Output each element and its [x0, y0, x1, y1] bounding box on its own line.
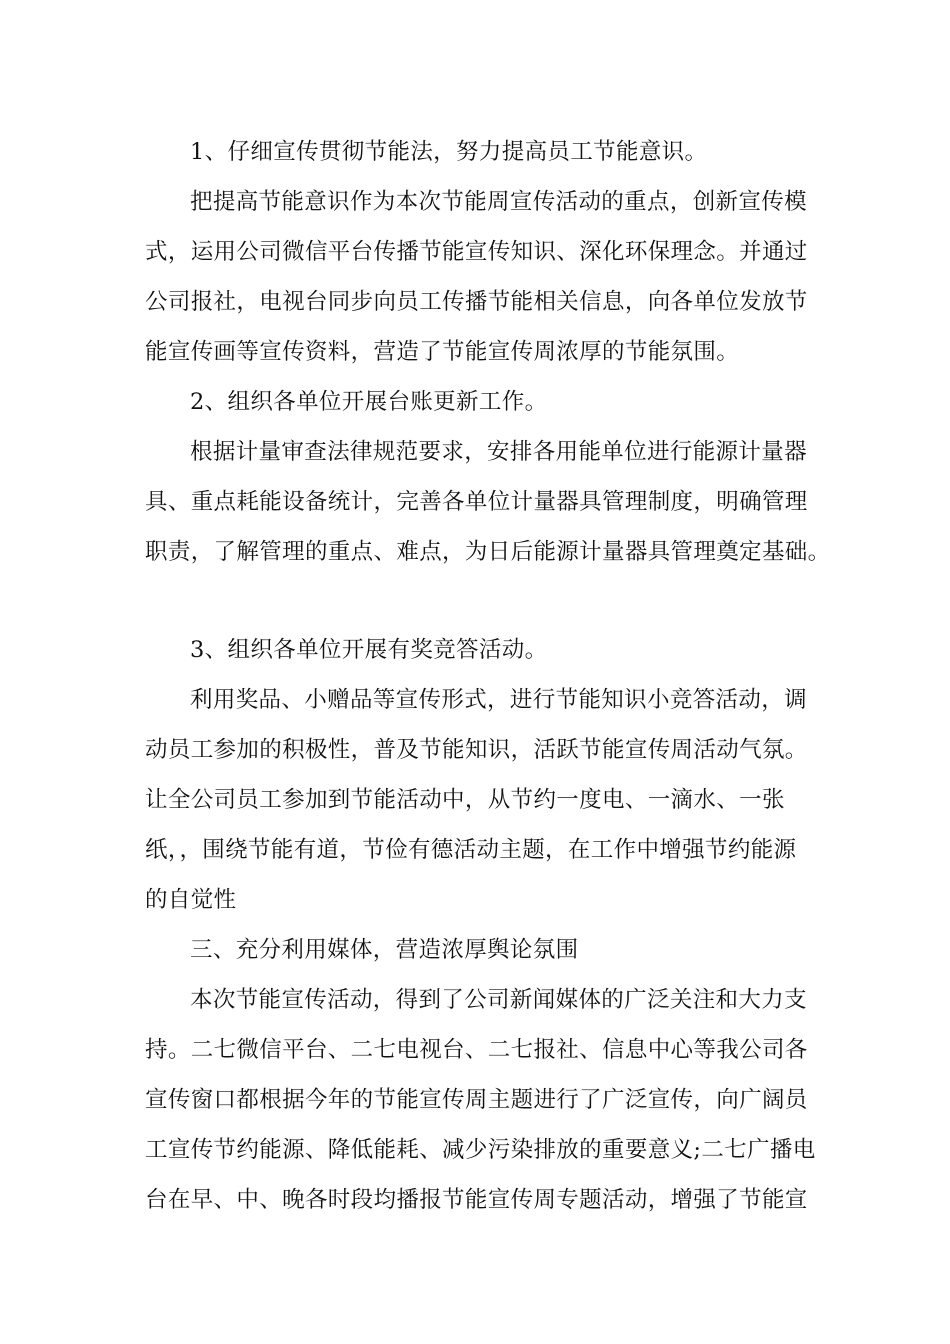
paragraph-line: 利用奖品、小赠品等宣传形式，进行节能知识小竞答活动，调	[190, 687, 807, 713]
paragraph-line: 动员工参加的积极性，普及节能知识，活跃节能宣传周活动气氛。	[145, 737, 808, 763]
paragraph-line: 工宣传节约能源、降低能耗、减少污染排放的重要意义;二七广播电	[145, 1137, 816, 1163]
paragraph-line: 纸，，围绕节能有道，节俭有德活动主题，在工作中增强节约能源	[145, 837, 797, 863]
paragraph-line: 把提高节能意识作为本次节能周宣传活动的重点，创新宣传模	[190, 189, 807, 215]
heading-3: 3、组织各单位开展有奖竞答活动。	[190, 637, 548, 663]
heading-2: 2、组织各单位开展台账更新工作。	[190, 389, 548, 415]
paragraph-line: 式，运用公司微信平台传播节能宣传知识、深化环保理念。并通过	[145, 239, 808, 265]
paragraph-line: 台在早、中、晚各时段均播报节能宣传周专题活动，增强了节能宣	[145, 1187, 808, 1213]
paragraph-line: 持。二七微信平台、二七电视台、二七报社、信息中心等我公司各	[145, 1037, 808, 1063]
section-heading-3: 三、充分利用媒体，营造浓厚舆论氛围	[190, 937, 579, 963]
paragraph-line: 职责，了解管理的重点、难点，为日后能源计量器具管理奠定基础。	[145, 539, 831, 565]
paragraph-line: 让全公司员工参加到节能活动中，从节约一度电、一滴水、一张	[145, 787, 785, 813]
paragraph-line: 宣传窗口都根据今年的节能宣传周主题进行了广泛宣传，向广阔员	[145, 1087, 808, 1113]
paragraph-line: 能宣传画等宣传资料，营造了节能宣传周浓厚的节能氛围。	[145, 339, 740, 365]
paragraph-line: 的自觉性	[145, 887, 237, 913]
heading-1: 1、仔细宣传贯彻节能法，努力提高员工节能意识。	[190, 139, 708, 165]
paragraph-line: 公司报社，电视台同步向员工传播节能相关信息，向各单位发放节	[145, 289, 808, 315]
paragraph-line: 具、重点耗能设备统计，完善各单位计量器具管理制度，明确管理	[145, 489, 808, 515]
paragraph-line: 本次节能宣传活动，得到了公司新闻媒体的广泛关注和大力支	[190, 987, 807, 1013]
paragraph-line: 根据计量审查法律规范要求，安排各用能单位进行能源计量器	[190, 439, 807, 465]
